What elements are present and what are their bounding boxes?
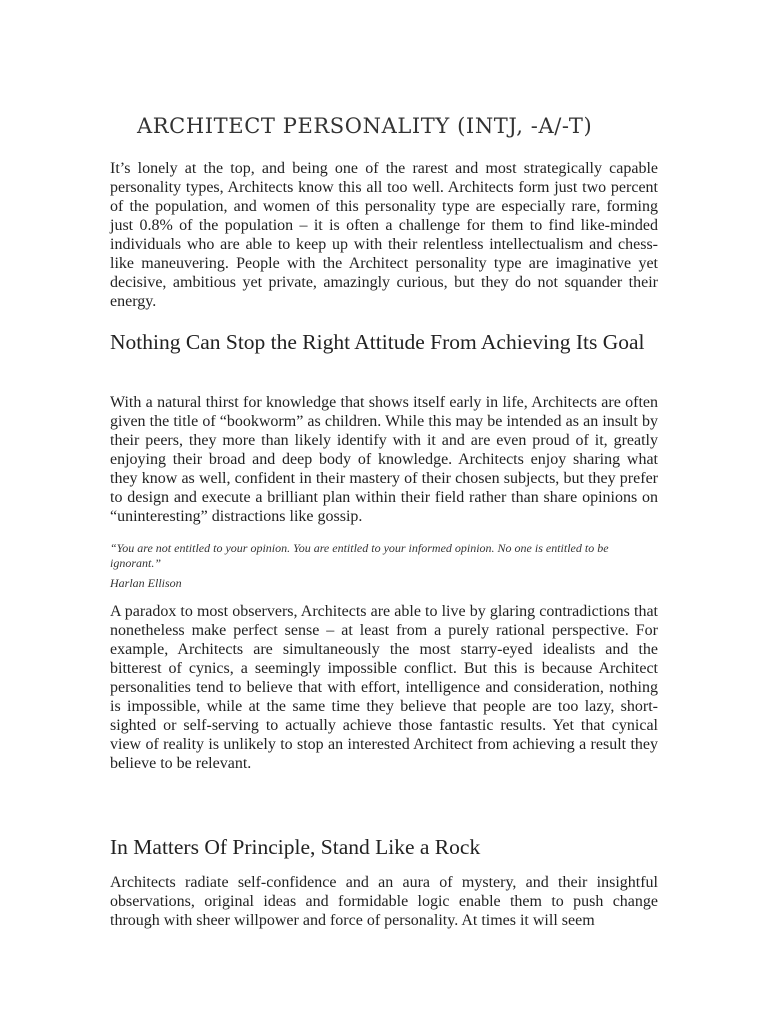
paragraph-paradox: A paradox to most observers, Architects are able to live by glaring contradictions that nonetheless make perfect sense – at least from a purely rational perspective. For example, Architects are simultaneously the most starry-eyed idealists and the bitterest of cynics, a seemingly impossible conflict. But this is because Architect personalities tend to believe that with effort, intelligence and consideration, nothing is impossible, while at the same time they believe that people are too lazy, short-sighted or self-serving to actually achieve those fantastic results. Yet that cynical view of reality is unlikely to stop an interested Architect from achieving a result they believe to be relevant.: [110, 603, 658, 772]
paragraph-self-confidence: Architects radiate self-confidence and an aura of mystery, and their insightful observations, original ideas and formidable logic enable them to push change through with sheer willpower and force of personality. At times it will seem: [110, 874, 658, 929]
paragraph-bookworm: With a natural thirst for knowledge that shows itself early in life, Architects are often given the title of “bookworm” as children. While this may be intended as an insult by their peers, they more than likely identify with it and are even proud of it, greatly enjoying their broad and deep body of knowledge. Architects enjoy sharing what they know as well, confident in their mastery of their chosen subjects, but they prefer to design and execute a brilliant plan within their field rather than share opinions on “uninteresting” distractions like gossip.: [110, 394, 658, 525]
quote-author: Harlan Ellison: [110, 576, 182, 590]
document-title: ARCHITECT PERSONALITY (INTJ, -A/-T): [137, 114, 593, 138]
intro-paragraph: It’s lonely at the top, and being one of the rarest and most strategically capable personality types, Architects know this all too well. Architects form just two percent of the population, and women of this personality type are especially rare, forming just 0.8% of the population – it is often a challenge for them to find like-minded individuals who are able to keep up with their relentless intellectualism and chess-like maneuvering. People with the Architect personality type are imaginative yet decisive, ambitious yet private, amazingly curious, but they do not squander their energy.: [110, 160, 658, 310]
section-heading-attitude: Nothing Can Stop the Right Attitude From Achieving Its Goal: [110, 330, 645, 354]
section-heading-principle: In Matters Of Principle, Stand Like a Rock: [110, 835, 481, 859]
quote-text: “You are not entitled to your opinion. You are entitled to your informed opinion. No one is entitled to be ignorant.”: [110, 541, 609, 570]
